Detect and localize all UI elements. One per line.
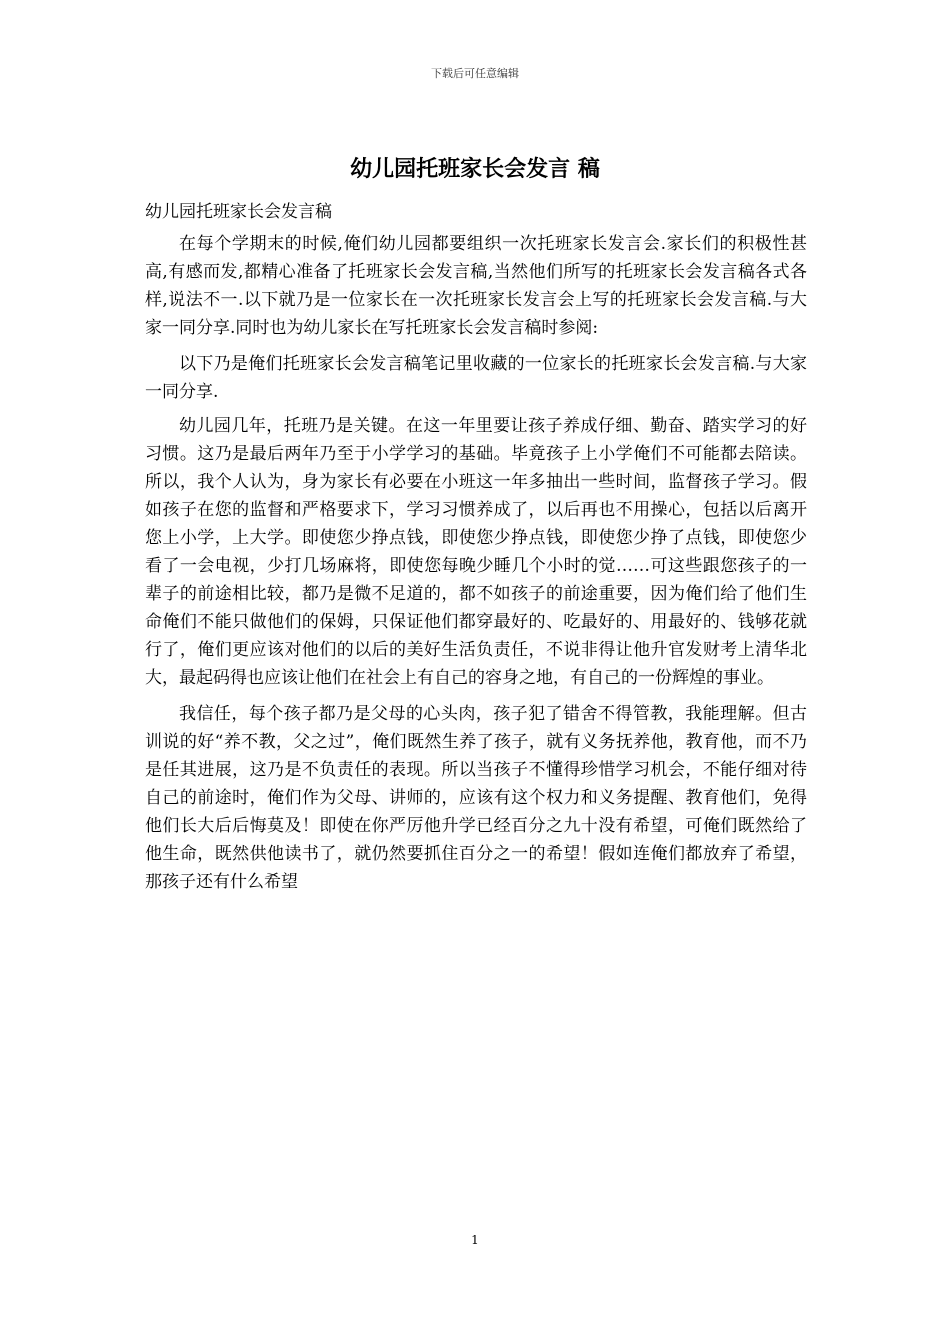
page-header-note: 下载后可任意编辑 <box>431 67 519 80</box>
paragraph-share: 以下乃是俺们托班家长会发言稿笔记里收藏的一位家长的托班家长会发言稿.与大家一同分享. <box>145 354 807 402</box>
paragraph-intro: 在每个学期末的时候,俺们幼儿园都要组织一次托班家长发言会.家长们的积极性甚高,有感而发,都精心准备了托班家长会发言稿,当然他们所写的托班家长会发言稿各式各样,说法不一.以下就乃是一位家长在一次托班家长发言会上写的托班家长会发言稿.与大家一同分享.同时也为幼儿家长在写托班家长会发言稿时参阅: <box>145 234 807 338</box>
document-title: 幼儿园托班家长会发言 稿 <box>350 156 600 182</box>
paragraph-responsibility: 我信任，每个孩子都乃是父母的心头肉，孩子犯了错舍不得管教，我能理解。但古训说的好“养不教，父之过”，俺们既然生养了孩子，就有义务抚养他，教育他，而不乃是任其进展，这乃是不负责任的表现。所以当孩子不懂得珍惜学习机会，不能仔细对待自己的前途时，俺们作为父母、讲师的，应该有这个权力和义务提醒、教育他们，免得他们长大后后悔莫及！即使在你严厉他升学已经百分之九十没有希望，可俺们既然给了他生命，既然供他读书了，就仍然要抓住百分之一的希望！假如连俺们都放弃了希望，那孩子还有什么希望 <box>145 704 807 892</box>
document-subtitle: 幼儿园托班家长会发言稿 <box>145 202 332 222</box>
document-body <box>145 198 807 904</box>
page-number: 1 <box>471 1233 479 1247</box>
paragraph-habits: 幼儿园几年，托班乃是关键。在这一年里要让孩子养成仔细、勤奋、踏实学习的好习惯。这乃是最后两年乃至于小学学习的基础。毕竟孩子上小学俺们不可能都去陪读。所以，我个人认为，身为家长有必要在小班这一年多抽出一些时间，监督孩子学习。假如孩子在您的监督和严格要求下，学习习惯养成了，以后再也不用操心，包括以后离开您上小学，上大学。即使您少挣点钱，即使您少挣点钱，即使您少挣了点钱，即使您少看了一会电视，少打几场麻将，即使您每晚少睡几个小时的觉……可这些跟您孩子的一辈子的前途相比较，都乃是微不足道的，都不如孩子的前途重要，因为俺们给了他们生命俺们不能只做他们的保姆，只保证他们都穿最好的、吃最好的、用最好的、钱够花就行了，俺们更应该对他们的以后的美好生活负责任，不说非得让他升官发财考上清华北大，最起码得也应该让他们在社会上有自己的容身之地，有自己的一份辉煌的事业。 <box>145 416 807 688</box>
